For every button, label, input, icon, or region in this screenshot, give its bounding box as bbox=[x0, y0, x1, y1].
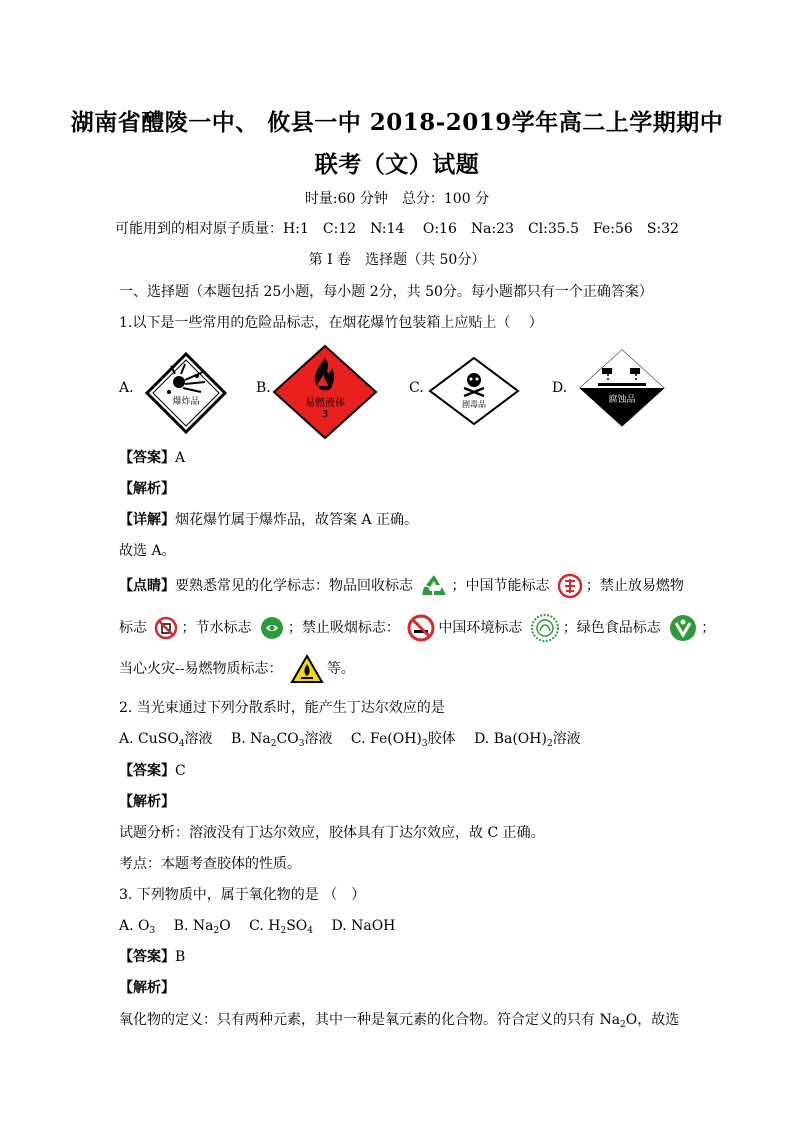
flammable-sign-text: 易燃液体 bbox=[305, 398, 345, 409]
q2-stem: 2. 当光束通过下列分散系时，能产生丁达尔效应的是 bbox=[119, 700, 445, 716]
q2-analysis-tag: 【解析】 bbox=[119, 794, 175, 810]
q1-detail bbox=[119, 509, 418, 529]
china-environment-icon bbox=[530, 613, 560, 643]
q1-answer bbox=[119, 447, 185, 467]
exam-time-score: 时量:60 分钟 总分：100 分 bbox=[304, 191, 490, 207]
q2-options: A. CuSO$_4$溶液 B. $Na_2CO_3$溶液 C. $Fe(OH)_3$胶体 D. $Ba(OH)_2$溶液 bbox=[119, 731, 581, 749]
document-title-line1: 湖南省醴陵一中、 攸县一中 2018-2019学年高二上学期期中 bbox=[70, 109, 724, 136]
document-title-line2: 联考（文）试题 bbox=[314, 151, 480, 178]
toxic-sign-text: 剧毒品 bbox=[462, 400, 486, 409]
atomic-masses: 可能用到的相对原子质量：H:1 C:12 N:14 O:16 Na:23 Cl:35.5 Fe:56 S:32 bbox=[115, 221, 679, 237]
q1-tip-line2: 标志 ；节水标志 ；禁止吸烟标志： 中国环境标志 ；绿色食品标志 ； bbox=[119, 613, 715, 641]
q1-detail-text: 烟花爆竹属于爆炸品，故答案 A 正确。 bbox=[175, 512, 419, 528]
water-saving-icon bbox=[259, 616, 285, 640]
q1-option-b-label: B. bbox=[256, 380, 271, 396]
detail-tag: 【详解】 bbox=[119, 512, 175, 528]
q1-option-d-label: D. bbox=[552, 380, 568, 396]
flammable-sign-number: 3 bbox=[321, 409, 329, 420]
q1-stem: 1.以下是一些常用的危险品标志，在烟花爆竹包装箱上应贴上（ ） bbox=[119, 315, 543, 331]
flammable-liquid-sign-icon bbox=[272, 344, 378, 444]
q3-stem: 3. 下列物质中，属于氧化物的是 （ ） bbox=[119, 887, 366, 903]
q3-analysis: 氧化物的定义：只有两种元素，其中一种是氧元素的化合物。符合定义的只有 $Na_2O$，故选 bbox=[119, 1012, 680, 1030]
q2-analysis: 试题分析：溶液没有丁达尔效应，胶体具有丁达尔效应，故 C 正确。 bbox=[119, 825, 545, 841]
q3-answer-value: B bbox=[175, 949, 186, 965]
green-food-icon bbox=[668, 613, 698, 643]
q3-answer: 【答案】B bbox=[119, 949, 186, 965]
q2-answer-value: C bbox=[175, 763, 186, 779]
corrosive-sign-icon bbox=[578, 348, 666, 432]
q1-tip-line3: 当心火灾--易燃物质标志： 等。 bbox=[119, 654, 355, 684]
answer-tag: 【答案】 bbox=[119, 450, 175, 466]
no-flammables-icon bbox=[154, 616, 178, 640]
q1-answer-value: A bbox=[175, 450, 186, 466]
tip-tag: 【点睛】 bbox=[119, 578, 175, 594]
recycle-icon bbox=[420, 573, 448, 599]
q1-tip-line1: 【点睛】要熟悉常见的化学标志：物品回收标志 ；中国节能标志 ；禁止放易燃物 bbox=[119, 572, 684, 600]
q1-conclusion: 故选 A。 bbox=[119, 543, 176, 559]
energy-saving-icon bbox=[557, 573, 583, 599]
part1-heading: 第 I 卷 选择题（共 50分） bbox=[308, 252, 486, 268]
q2-answer: 【答案】C bbox=[119, 763, 186, 779]
q1-option-c-label: C. bbox=[409, 380, 424, 396]
corrosive-sign-text: 腐蚀品 bbox=[608, 395, 636, 405]
flammable-warning-icon bbox=[290, 654, 324, 684]
section1-intro: 一、选择题（本题包括 25小题，每小题 2分，共 50分。每小题都只有一个正确答案） bbox=[119, 284, 653, 300]
no-smoking-icon bbox=[407, 614, 435, 642]
q3-options: A. $O_3$ B. $Na_2O$ C. $H_2SO_4$ D. NaOH bbox=[119, 918, 396, 936]
explosive-sign-text: 爆炸品 bbox=[172, 397, 200, 407]
q3-analysis-tag: 【解析】 bbox=[119, 980, 175, 996]
q1-analysis-tag: 【解析】 bbox=[119, 481, 175, 497]
q2-kaodian: 考点：本题考查胶体的性质。 bbox=[119, 856, 301, 872]
explosive-sign-icon bbox=[145, 352, 227, 438]
q1-option-a-label: A. bbox=[119, 380, 134, 396]
toxic-sign-icon bbox=[428, 356, 520, 430]
